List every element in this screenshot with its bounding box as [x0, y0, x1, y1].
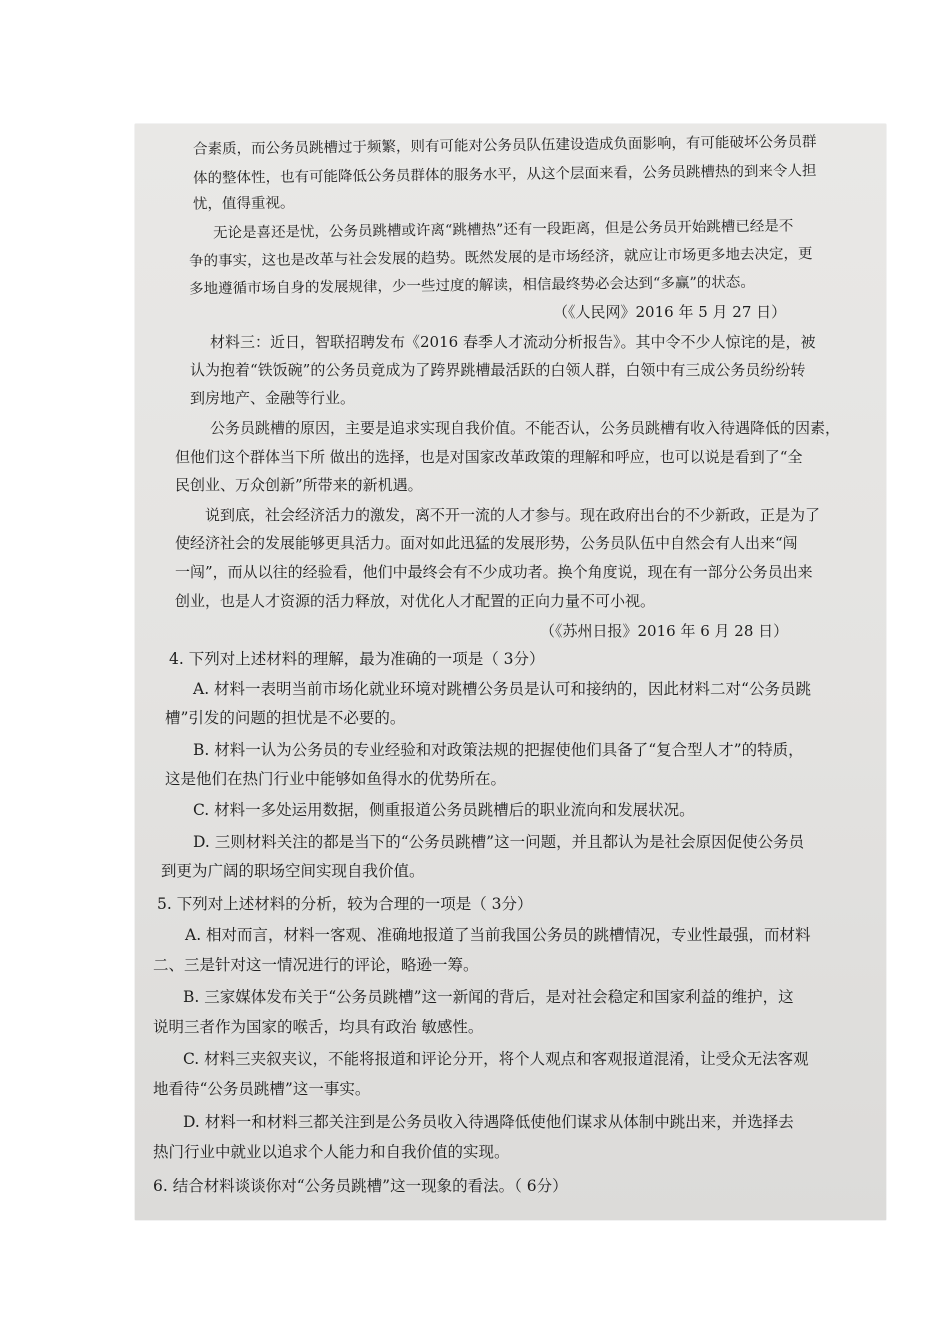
text-line: 多地遵循市场自身的发展规律，少一些过度的解读，相信最终势必会达到“多赢”的状态。	[188, 274, 755, 298]
source-citation: （《人民网》2016 年 5 月 27 日）	[553, 303, 787, 321]
option-line: 槽”引发的问题的担忧是不必要的。	[165, 709, 406, 727]
text-line: 忧，值得重视。	[192, 195, 295, 213]
text-line: 认为抱着“铁饭碗”的公务员竟成为了跨界跳槽最活跃的白领人群，白领中有三成公务员纷纷转	[190, 361, 806, 379]
text-line: 但他们这个群体当下所 做出的选择，也是对国家改革政策的理解和呼应，也可以说是看到了“全	[175, 448, 803, 466]
text-line: 到房地产、金融等行业。	[190, 389, 356, 407]
text-line: 无论是喜还是忧，公务员跳槽或许离“跳槽热”还有一段距离，但是公务员开始跳槽已经是不	[212, 218, 794, 242]
question-4: 4. 下列对上述材料的理解，最为准确的一项是（ 3分）	[169, 650, 545, 668]
option-line: C. 材料一多处运用数据，侧重报道公务员跳槽后的职业流向和发展状况。	[193, 801, 695, 819]
text-line: 民创业、万众创新”所带来的新机遇。	[175, 476, 423, 494]
option-line: A. 相对而言，材料一客观、准确地报道了当前我国公务员的跳槽情况，专业性最强，而材料	[185, 926, 811, 944]
option-line: D. 材料一和材料三都关注到是公务员收入待遇降低使他们谋求从体制中跳出来，并选择去	[183, 1113, 794, 1131]
text-line: 使经济社会的发展能够更具活力。面对如此迅猛的发展形势，公务员队伍中自然会有人出来“闯	[175, 534, 798, 552]
option-line: D. 三则材料关注的都是当下的“公务员跳槽”这一问题，并且都认为是社会原因促使公务员	[193, 833, 805, 851]
text-line: 材料三：近日，智联招聘发布《2016 春季人才流动分析报告》。其中令不少人惊诧的是，被	[210, 333, 816, 351]
option-line: 到更为广阔的职场空间实现自我价值。	[161, 862, 425, 880]
text-line: 公务员跳槽的原因，主要是追求实现自我价值。不能否认，公务员跳槽有收入待遇降低的因素，	[210, 419, 841, 437]
option-line: B. 材料一认为公务员的专业经验和对政策法规的把握使他们具备了“复合型人才”的特质，	[193, 741, 804, 759]
text-line: 说到底，社会经济活力的激发，离不开一流的人才参与。现在政府出台的不少新政，正是为了	[205, 506, 821, 524]
option-line: 热门行业中就业以追求个人能力和自我价值的实现。	[153, 1143, 510, 1161]
question-6: 6. 结合材料谈谈你对“公务员跳槽”这一现象的看法。（ 6分）	[153, 1177, 568, 1195]
option-line: A. 材料一表明当前市场化就业环境对跳槽公务员是认可和接纳的，因此材料二对“公务员跳	[193, 680, 811, 698]
text-line: 一闯”，而从以往的经验看，他们中最终会有不少成功者。换个角度说，现在有一部分公务员出来	[175, 563, 813, 581]
text-line: 创业，也是人才资源的活力释放，对优化人才配置的正向力量不可小视。	[175, 592, 656, 610]
text-line: 体的整体性，也有可能降低公务员群体的服务水平，从这个层面来看，公务员跳槽热的到来令人担	[192, 163, 817, 187]
option-line: B. 三家媒体发布关于“公务员跳槽”这一新闻的背后，是对社会稳定和国家利益的维护，这	[183, 988, 794, 1006]
exam-page-photo	[135, 124, 886, 1220]
option-line: 地看待“公务员跳槽”这一事实。	[153, 1080, 371, 1098]
question-5: 5. 下列对上述材料的分析，较为合理的一项是（ 3分）	[157, 895, 533, 913]
option-line: 说明三者作为国家的喉舌，均具有政治 敏感性。	[153, 1018, 484, 1036]
source-citation: （《苏州日报》2016 年 6 月 28 日）	[540, 622, 789, 640]
option-line: 这是他们在热门行业中能够如鱼得水的优势所在。	[165, 770, 507, 788]
option-line: C. 材料三夹叙夹议，不能将报道和评论分开，将个人观点和客观报道混淆，让受众无法客观	[183, 1050, 809, 1068]
text-line: 争的事实，这也是改革与社会发展的趋势。既然发展的是市场经济，就应让市场更多地去决定，更	[188, 246, 813, 270]
text-line: 合素质，而公务员跳槽过于频繁，则有可能对公务员队伍建设造成负面影响，有可能破坏公务员群	[192, 134, 817, 158]
option-line: 二、三是针对这一情况进行的评论，略逊一筹。	[153, 956, 479, 974]
